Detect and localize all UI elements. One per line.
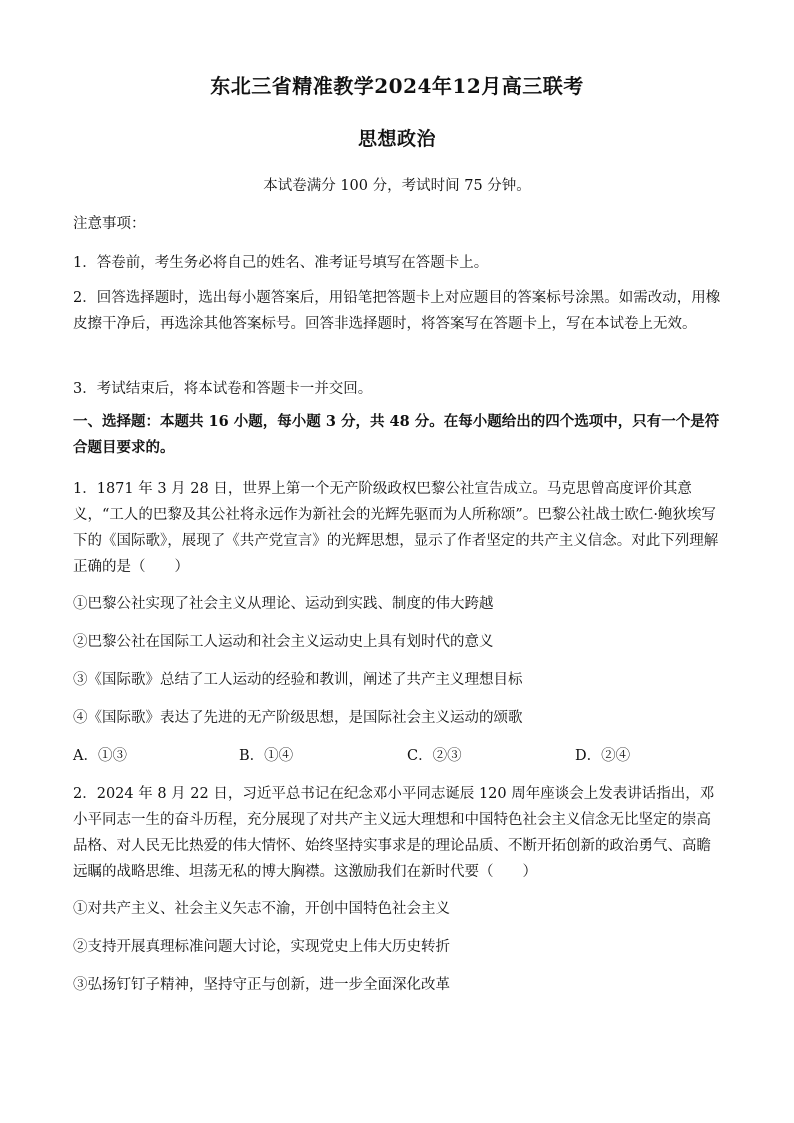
exam-title: 东北三省精准教学2024年12月高三联考 bbox=[210, 74, 584, 98]
notice-heading: 注意事项： bbox=[73, 216, 146, 232]
question-2-statement-1: ①对共产主义、社会主义矢志不渝，开创中国特色社会主义 bbox=[73, 901, 450, 917]
subject-title: 思想政治 bbox=[357, 128, 436, 150]
question-1-option-d[interactable]: D．②④ bbox=[575, 748, 631, 764]
question-1-statement-1: ①巴黎公社实现了社会主义从理论、运动到实践、制度的伟大跨越 bbox=[73, 596, 494, 612]
notice-item-3: 3．考试结束后，将本试卷和答题卡一并交回。 bbox=[73, 381, 373, 397]
question-1-statement-2: ②巴黎公社在国际工人运动和社会主义运动史上具有划时代的意义 bbox=[73, 634, 494, 650]
question-1-option-b[interactable]: B．①④ bbox=[239, 748, 294, 764]
question-2-statement-3: ③弘扬钉钉子精神，坚持守正与创新，进一步全面深化改革 bbox=[73, 977, 450, 993]
notice-item-1: 1．答卷前，考生务必将自己的姓名、准考证号填写在答题卡上。 bbox=[73, 255, 489, 271]
section-heading: 一、选择题：本题共 16 小题，每小题 3 分，共 48 分。在每小题给出的四个选项中，只有一个是符合题目要求的。 bbox=[73, 413, 720, 456]
question-1-statement-3: ③《国际歌》总结了工人运动的经验和教训，阐述了共产主义理想目标 bbox=[73, 672, 523, 688]
question-1-option-c[interactable]: C．②③ bbox=[407, 748, 462, 764]
question-2-statement-2: ②支持开展真理标准问题大讨论，实现党史上伟大历史转折 bbox=[73, 939, 450, 955]
question-1-stem: 1．1871 年 3 月 28 日，世界上第一个无产阶级政权巴黎公社宣告成立。马克思曾高度评价其意义，“工人的巴黎及其公社将永远作为新社会的光辉先驱而为人所称颂”。巴黎公社战士欧仁·鲍狄埃写下的《国际歌》，展现了《共产党宣言》的光辉思想，显示了作者坚定的共产主义信念。对此下列理解正确的是（ ） bbox=[73, 481, 719, 575]
question-2-stem: 2．2024 年 8 月 22 日，习近平总书记在纪念邓小平同志诞辰 120 周年座谈会上发表讲话指出，邓小平同志一生的奋斗历程，充分展现了对共产主义远大理想和中国特色社会主义信念无比坚定的崇高品格、对人民无比热爱的伟大情怀、始终坚持实事求是的理论品质、不断开拓创新的政治勇气、高瞻远瞩的战略思维、坦荡无私的博大胸襟。这激励我们在新时代要（ ） bbox=[73, 786, 715, 880]
question-1-option-a[interactable]: A．①③ bbox=[73, 748, 127, 764]
notice-item-2: 2．回答选择题时，选出每小题答案后，用铅笔把答题卡上对应题目的答案标号涂黑。如需改动，用橡皮擦干净后，再选涂其他答案标号。回答非选择题时，将答案写在答题卡上，写在本试卷上无效。 bbox=[73, 290, 721, 332]
question-1-options bbox=[73, 744, 723, 764]
exam-info: 本试卷满分 100 分，考试时间 75 分钟。 bbox=[263, 178, 531, 194]
question-1-statement-4: ④《国际歌》表达了先进的无产阶级思想，是国际社会主义运动的颂歌 bbox=[73, 710, 523, 726]
